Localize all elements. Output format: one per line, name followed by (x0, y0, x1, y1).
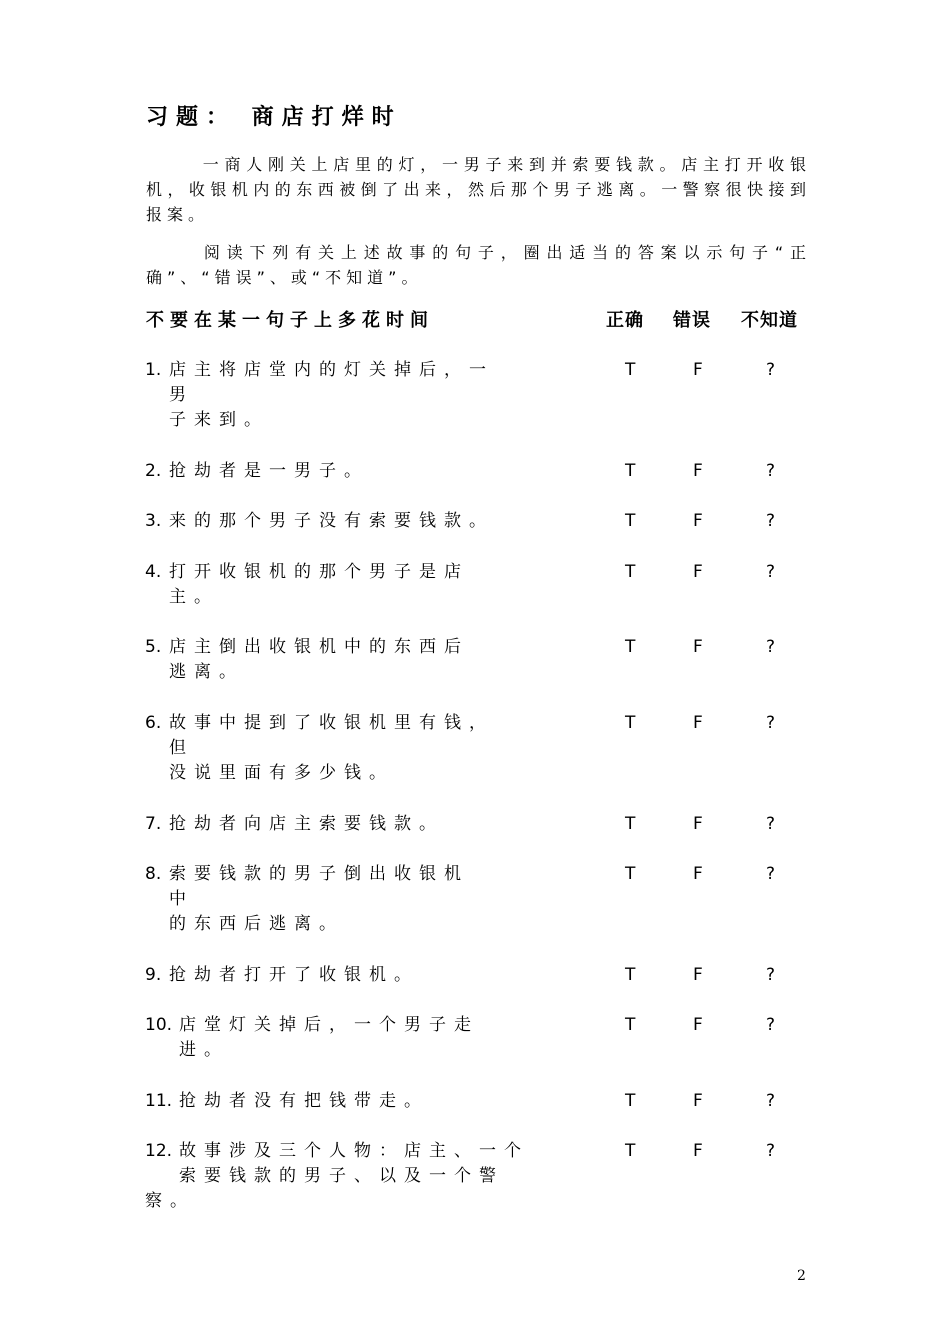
question-item (145, 509, 825, 534)
question-line: 店主将店堂内的灯关掉后，一 (169, 360, 494, 380)
question-line: 来的那个男子没有索要钱款。 (169, 511, 494, 531)
answer-unknown[interactable]: ? (766, 562, 776, 582)
question-number: 1. (145, 360, 162, 380)
question-item (145, 358, 825, 433)
answer-true[interactable]: T (625, 360, 636, 380)
answer-true[interactable]: T (625, 965, 636, 985)
question-number: 7. (145, 814, 162, 834)
column-header-true: 正确 (606, 310, 644, 331)
column-header-false: 错误 (673, 310, 711, 331)
answer-true[interactable]: T (625, 864, 636, 884)
question-line: 故事涉及三个人物：店主、一个 (179, 1141, 529, 1161)
question-text (179, 1013, 599, 1063)
answer-true[interactable]: T (625, 562, 636, 582)
question-item (145, 963, 825, 988)
answer-unknown[interactable]: ? (766, 637, 776, 657)
question-number: 9. (145, 965, 162, 985)
question-number: 5. (145, 637, 162, 657)
question-line: 打开收银机的那个男子是店 (169, 562, 469, 582)
question-text (179, 1089, 599, 1114)
question-text (169, 509, 589, 534)
question-line: 男 (169, 385, 194, 405)
question-number: 8. (145, 864, 162, 884)
question-text (169, 812, 589, 837)
question-line: 店堂灯关掉后，一个男子走 (179, 1015, 479, 1035)
question-text (169, 963, 589, 988)
question-line: 店主倒出收银机中的东西后 (169, 637, 469, 657)
question-text (169, 459, 589, 484)
question-text (169, 711, 589, 786)
instruction-paragraph: 阅读下列有关上述故事的句子，圈出适当的答案以示句子“正确”、“错误”、或“不知道”。 (146, 243, 811, 287)
answer-false[interactable]: F (693, 1091, 703, 1111)
answer-unknown[interactable]: ? (766, 1141, 776, 1161)
answer-unknown[interactable]: ? (766, 864, 776, 884)
page-number: 2 (797, 1268, 806, 1284)
answer-false[interactable]: F (693, 360, 703, 380)
question-line: 主。 (169, 587, 219, 607)
question-text (169, 862, 589, 937)
answer-true[interactable]: T (625, 1141, 636, 1161)
answer-false[interactable]: F (693, 814, 703, 834)
answer-false[interactable]: F (693, 1015, 703, 1035)
answer-unknown[interactable]: ? (766, 713, 776, 733)
question-line: 但 (169, 738, 194, 758)
question-number: 6. (145, 713, 162, 733)
time-instruction: 不要在某一句子上多花时间 (146, 310, 434, 331)
question-text (169, 560, 589, 610)
question-item (145, 1013, 825, 1063)
answer-true[interactable]: T (625, 461, 636, 481)
answer-unknown[interactable]: ? (766, 965, 776, 985)
answer-unknown[interactable]: ? (766, 814, 776, 834)
answer-true[interactable]: T (625, 1015, 636, 1035)
question-line: 抢劫者是一男子。 (169, 461, 369, 481)
question-line: 索要钱款的男子、以及一个警 (179, 1166, 504, 1186)
answer-true[interactable]: T (625, 814, 636, 834)
question-item (145, 812, 825, 837)
question-number: 2. (145, 461, 162, 481)
question-number: 10. (145, 1015, 173, 1035)
question-line: 子来到。 (169, 410, 269, 430)
question-item (145, 560, 825, 610)
question-text (169, 635, 589, 685)
answer-false[interactable]: F (693, 511, 703, 531)
answer-true[interactable]: T (625, 713, 636, 733)
answer-true[interactable]: T (625, 1091, 636, 1111)
question-line: 抢劫者向店主索要钱款。 (169, 814, 444, 834)
question-item (145, 1139, 825, 1214)
story-paragraph: 一商人刚关上店里的灯，一男子来到并索要钱款。店主打开收银机，收银机内的东西被倒了出来，然后那个男子逃离。一警察很快接到报案。 (146, 155, 811, 224)
question-line: 故事中提到了收银机里有钱， (169, 713, 494, 733)
answer-unknown[interactable]: ? (766, 1091, 776, 1111)
question-number: 3. (145, 511, 162, 531)
answer-false[interactable]: F (693, 864, 703, 884)
answer-false[interactable]: F (693, 562, 703, 582)
question-line: 索要钱款的男子倒出收银机 (169, 864, 469, 884)
answer-unknown[interactable]: ? (766, 360, 776, 380)
table-header (146, 306, 816, 336)
question-number: 11. (145, 1091, 173, 1111)
question-line: 抢劫者没有把钱带走。 (179, 1091, 429, 1111)
question-item (145, 711, 825, 786)
question-text (169, 358, 589, 433)
question-line: 抢劫者打开了收银机。 (169, 965, 419, 985)
question-item (145, 862, 825, 937)
question-line: 没说里面有多少钱。 (169, 763, 394, 783)
answer-unknown[interactable]: ? (766, 1015, 776, 1035)
answer-false[interactable]: F (693, 713, 703, 733)
answer-false[interactable]: F (693, 1141, 703, 1161)
question-line: 的东西后逃离。 (169, 914, 344, 934)
answer-true[interactable]: T (625, 637, 636, 657)
question-item (145, 459, 825, 484)
answer-unknown[interactable]: ? (766, 461, 776, 481)
answer-false[interactable]: F (693, 637, 703, 657)
question-line: 中 (169, 889, 194, 909)
answer-false[interactable]: F (693, 461, 703, 481)
answer-false[interactable]: F (693, 965, 703, 985)
question-line: 察。 (145, 1191, 195, 1211)
question-item (145, 635, 825, 685)
question-line: 逃离。 (169, 662, 244, 682)
question-item (145, 1089, 825, 1114)
question-number: 12. (145, 1141, 173, 1161)
column-header-unknown: 不知道 (741, 310, 798, 331)
page-title: 习题： 商店打烊时 (146, 105, 402, 130)
answer-unknown[interactable]: ? (766, 511, 776, 531)
question-number: 4. (145, 562, 162, 582)
question-line: 进。 (179, 1040, 229, 1060)
answer-true[interactable]: T (625, 511, 636, 531)
